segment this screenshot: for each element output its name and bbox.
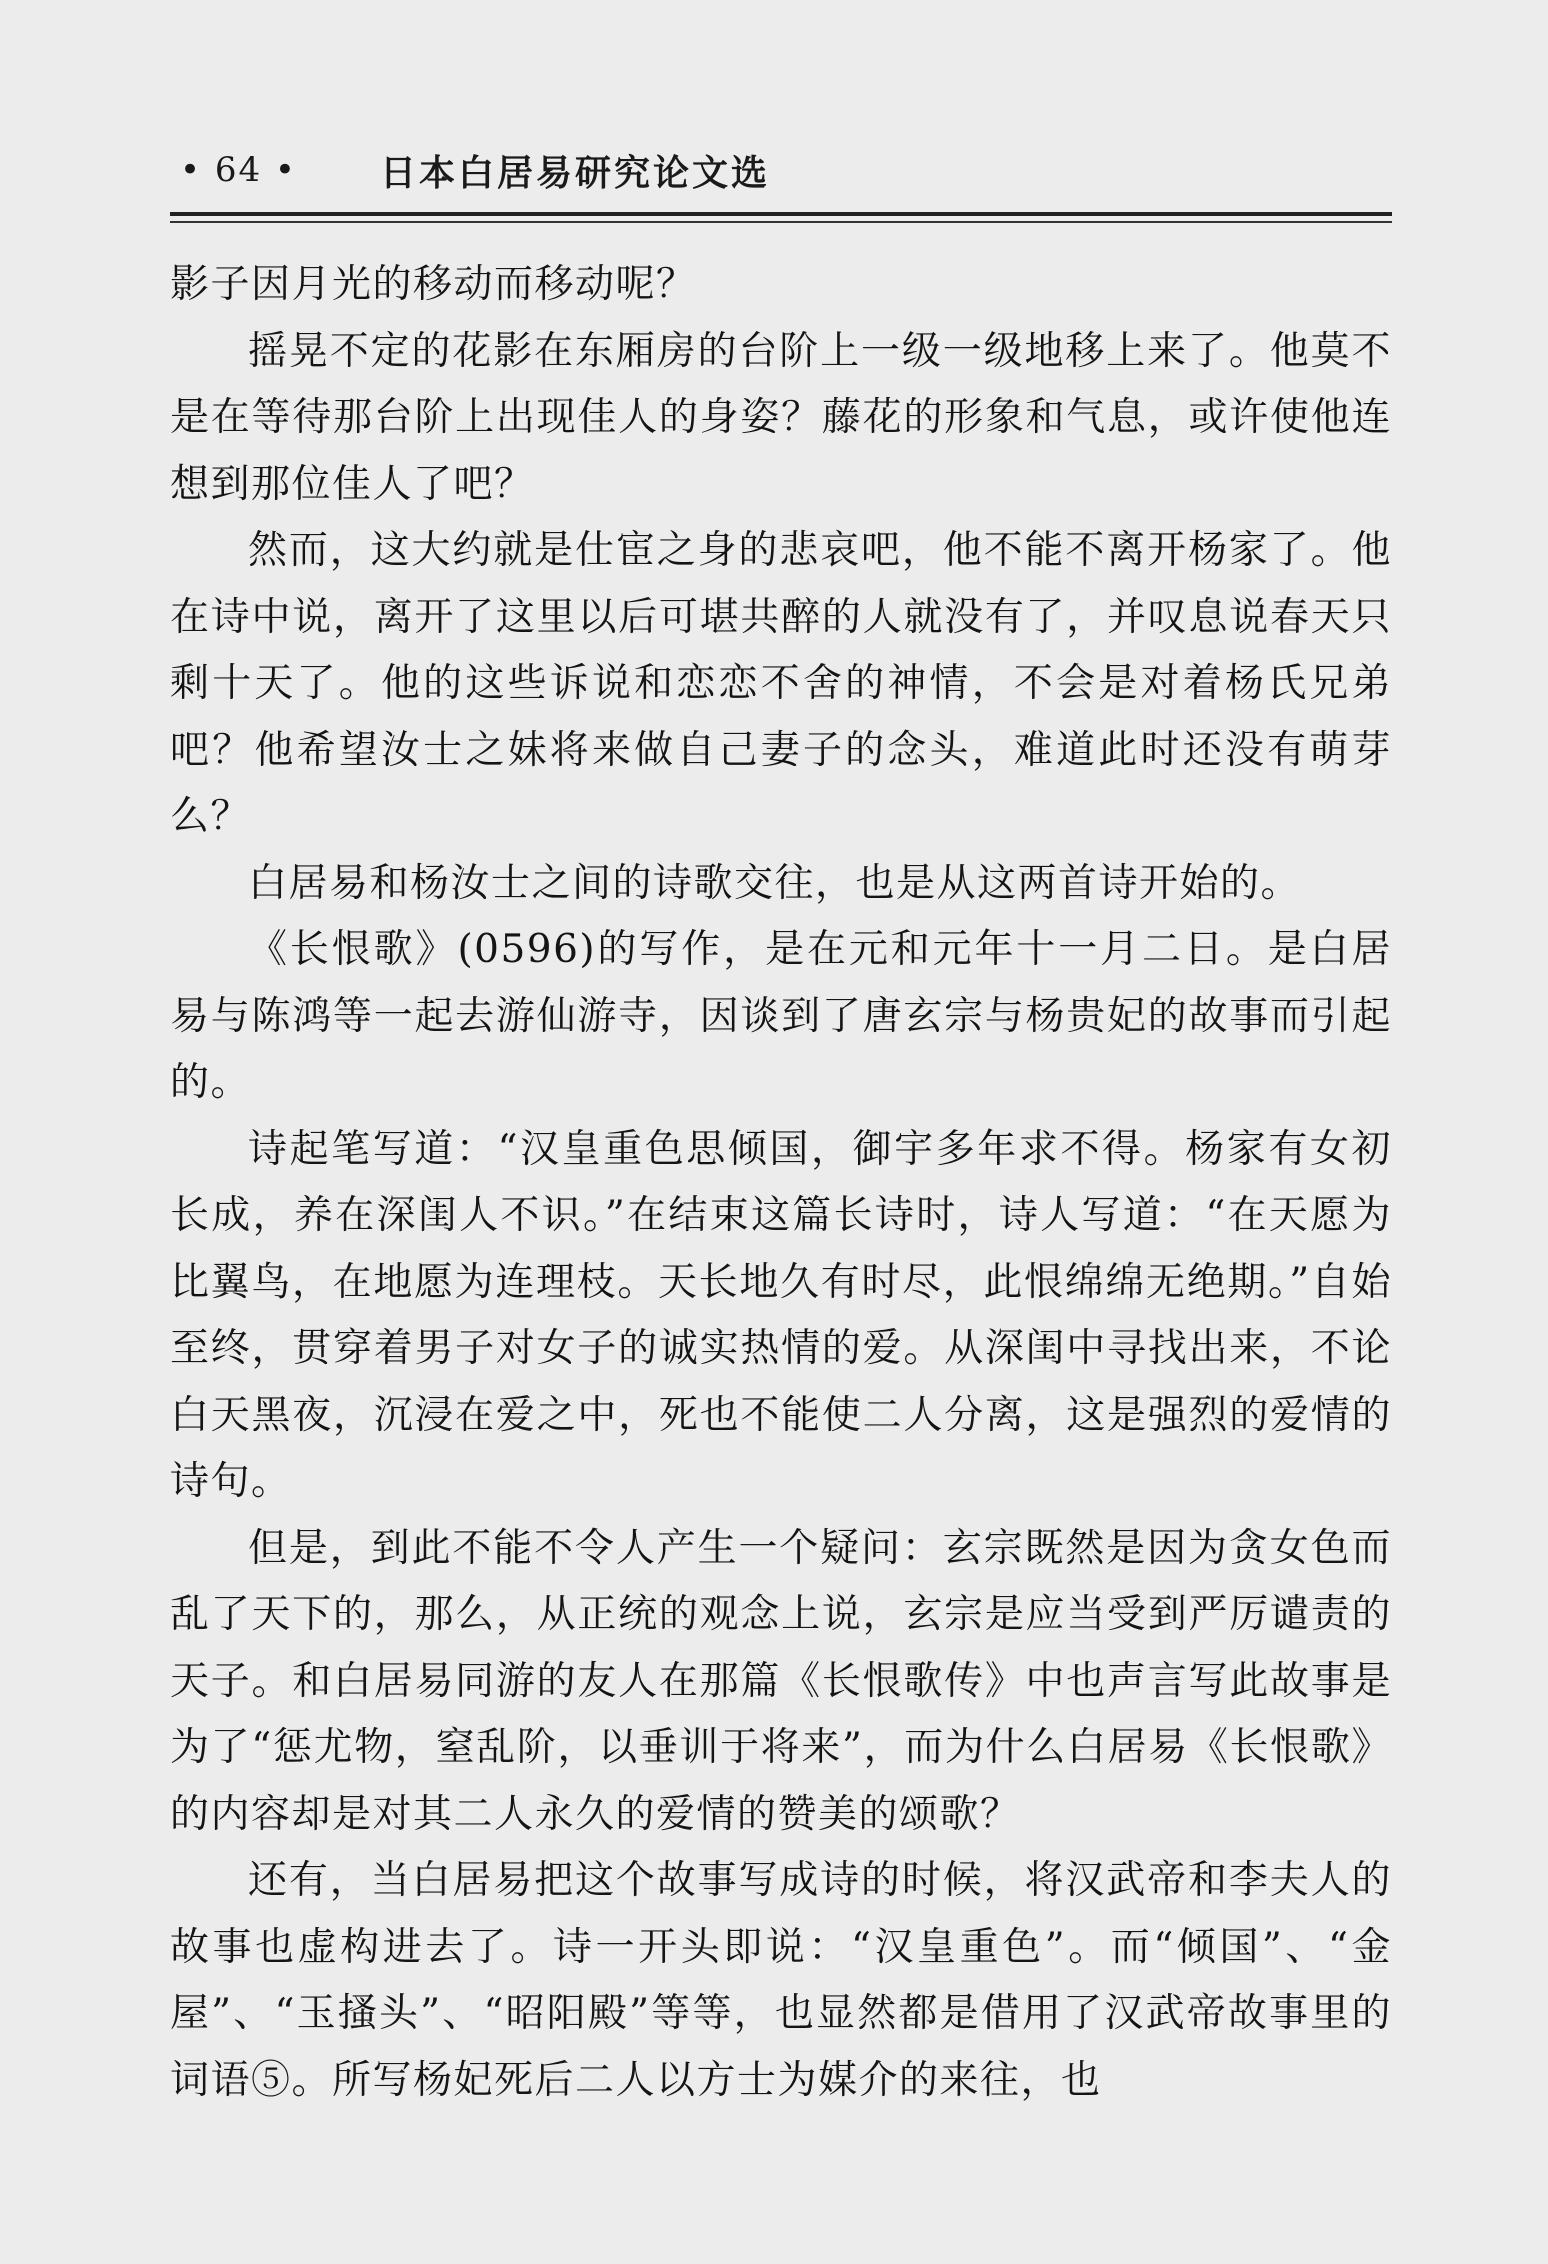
paragraph: 摇晃不定的花影在东厢房的台阶上一级一级地移上来了。他莫不是在等待那台阶上出现佳人的身姿？藤花的形象和气息，或许使他连想到那位佳人了吧？ bbox=[170, 328, 1392, 507]
running-header bbox=[180, 140, 770, 200]
paragraph: 还有，当白居易把这个故事写成诗的时候，将汉武帝和李夫人的故事也虚构进去了。诗一开头即说：“汉皇重色”。而“倾国”、“金屋”、“玉搔头”、“昭阳殿”等等，也显然都是借用了汉武帝故事里的词语⑤。所写杨妃死后二人以方士为媒介的来往，也 bbox=[170, 1858, 1392, 2103]
header-rule-thick bbox=[170, 212, 1392, 216]
paragraph: 然而，这大约就是仕宦之身的悲哀吧，他不能不离开杨家了。他在诗中说，离开了这里以后可堪共醉的人就没有了，并叹息说春天只剩十天了。他的这些诉说和恋恋不舍的神情，不会是对着杨氏兄弟吧？他希望汝士之妹将来做自己妻子的念头，难道此时还没有萌芽么？ bbox=[170, 528, 1392, 839]
book-title: 日本白居易研究论文选 bbox=[380, 152, 771, 194]
paragraph: 但是，到此不能不令人产生一个疑问：玄宗既然是因为贪女色而乱了天下的，那么，从正统的观念上说，玄宗是应当受到严厉谴责的天子。和白居易同游的友人在那篇《长恨歌传》中也声言写此故事是为了“惩尤物，窒乱阶，以垂训于将来”，而为什么白居易《长恨歌》的内容却是对其二人永久的爱情的赞美的颂歌？ bbox=[170, 1525, 1392, 1837]
page-number: • 64 • bbox=[180, 150, 297, 190]
paragraph: 影子因月光的移动而移动呢？ bbox=[170, 262, 697, 307]
paragraph: 《长恨歌》(0596)的写作，是在元和元年十一月二日。是白居易与陈鸿等一起去游仙游寺，因谈到了唐玄宗与杨贵妃的故事而引起的。 bbox=[170, 927, 1392, 1105]
paragraph: 白居易和杨汝士之间的诗歌交往，也是从这两首诗开始的。 bbox=[248, 860, 1302, 906]
body-text bbox=[170, 252, 1392, 2114]
paragraph: 诗起笔写道：“汉皇重色思倾国，御宇多年求不得。杨家有女初长成，养在深闺人不识。”在结束这篇长诗时，诗人写道：“在天愿为比翼鸟，在地愿为连理枝。天长地久有时尽，此恨绵绵无绝期。”自始至终，贯穿着男子对女子的诚实热情的爱。从深闺中寻找出来，不论白天黑夜，沉浸在爱之中，死也不能使二人分离，这是强烈的爱情的诗句。 bbox=[170, 1126, 1392, 1504]
header-rule-thin bbox=[170, 221, 1392, 223]
